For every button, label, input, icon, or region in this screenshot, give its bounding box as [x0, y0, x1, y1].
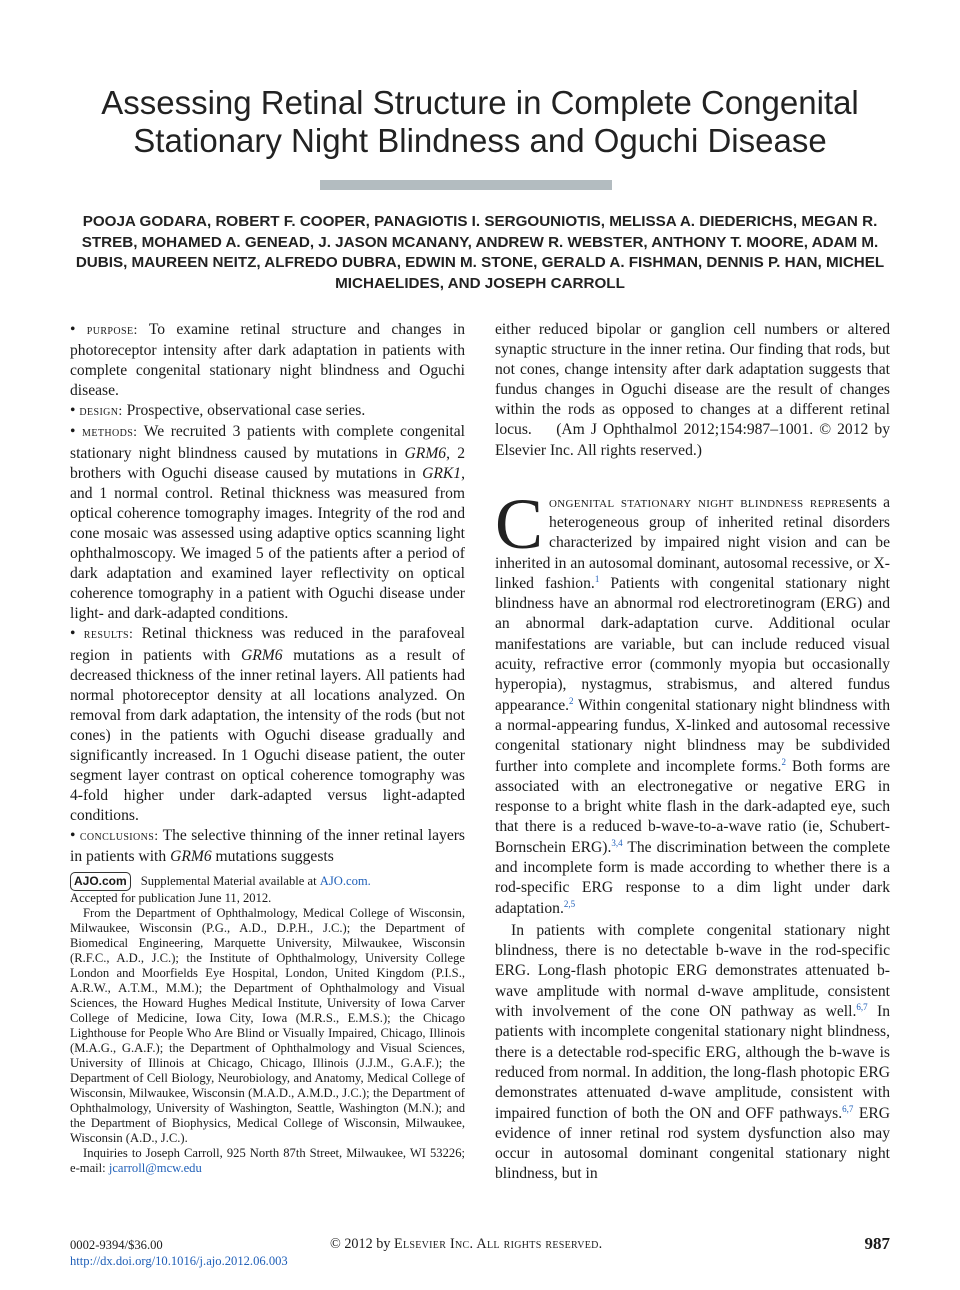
abstract-design: • design: Prospective, observational case series.: [70, 402, 366, 420]
doi-link[interactable]: http://dx.doi.org/10.1016/j.ajo.2012.06.003: [70, 1253, 288, 1268]
body-text: Patients with congenital stationary night blindness have an abnormal rod electroretinogram (ERG) and an abnormal dark-adaptation curve. Additional ocular manifestations are variable, but can include reduced visual acuity, refractive error (commonly myopia but occasionally hyperopia), nystagmus, strabismus, and altered fundus appearance.: [495, 574, 891, 714]
affiliations: From the Department of Ophthalmology, Medical College of Wisconsin, Milwaukee, Wisconsin (P.G., A.D., D.P.H., J.C.); the Department of Biomedical Engineering, Marquette University, Milwaukee, Wisconsin (R.F.C., A.D., J.C.); the Institute of Ophthalmology, University College London and Moorfields Eye Hospital, London, United Kingdom (P.I.S., A.R.W., A.T.M., M.M.); the Department of Ophthalmology and Visual Sciences, the Howard Hughes Medical Institute, University of Iowa Carver College of Medicine, Iowa City, Iowa (M.R.S., E.M.S.); the Chicago Lighthouse for People Who Are Blind or Visually Impaired, Chicago, Illinois (M.A.G., G.A.F.); the Department of Ophthalmology and Visual Sciences, University of Illinois at Chicago, Chicago, Illinois (J.J.M., G.A.F.); the Department of Cell Biology, Neurobiology, and Anatomy, Medical College of Wisconsin, Milwaukee, Wisconsin (M.A.D., A.M.D., J.C.); the Department of Ophthalmology, University of Washington, Seattle, Washington (M.N.); and the Department of Biophysics, Medical College of Wisconsin, Milwaukee, Wisconsin (A.D., J.C.).: [70, 905, 465, 1145]
conclusions-text: mutations suggests: [211, 848, 334, 866]
reference[interactable]: 2: [781, 756, 786, 767]
abstract: [70, 320, 465, 868]
lead-in: ongenital stationary night blindness repre: [549, 493, 846, 511]
title-divider: [320, 180, 612, 190]
conclusions-label: conclusions:: [79, 829, 159, 845]
ajo-logo: AJO.com: [70, 872, 131, 891]
results-label: results:: [83, 627, 134, 643]
body-text: sents a heterogeneous group of inherited retinal disorders characterized by impaired night vision and can be inherited in an autosomal dominant, autosomal recessive, or X-linked fashion.: [495, 493, 890, 592]
abstract-results: • results: Retinal thickness was reduced in the parafoveal region in patients with GRM6 mutations as a result of decreased thickness of the inner retinal layers. All patients had normal photoreceptor density at all locations analyzed. On removal from dark adaptation, the intensity of the rods (but not cones) in the patients with Oguchi disease gradually and significantly increased. In 1 Oguchi disease patient, the outer segment layer contrast on optical coherence tomography was 4-fold higher under dark-adapted versus light-adapted conditions.: [70, 625, 465, 825]
reference[interactable]: 6,7: [842, 1103, 854, 1114]
abstract-continued: [495, 320, 890, 461]
reference[interactable]: 6,7: [856, 1001, 868, 1012]
copyright-text: © 2012 by: [330, 1236, 394, 1252]
footnotes: [70, 891, 465, 1176]
accepted-date: Accepted for publication June 11, 2012.: [70, 890, 272, 905]
abstract-methods: • methods: We recruited 3 patients with complete congenital stationary night blindness caused by mutations in GRM6, 2 brothers with Oguchi disease caused by mutations in GRK1, and 1 normal control. Retinal thickness was measured from optical coherence tomography images. Integrity of the rod and cone mosaic was assessed using adaptive optics scanning light ophthalmoscopy. We imaged 5 of the patients after a period of dark adaptation and examined layer reflectivity on optical coherence tomography in a patient with Oguchi disease under light- and dark-adapted conditions.: [70, 423, 466, 623]
reference[interactable]: 2: [569, 695, 574, 706]
gene-name: GRM6: [170, 848, 212, 866]
reference[interactable]: 1: [594, 573, 600, 584]
right-column: [495, 320, 890, 1185]
gene-name: GRM6: [240, 646, 283, 664]
design-label: design:: [79, 404, 123, 420]
body-text: ERG evidence of inner retinal rod system dysfunction also may occur in autosomal dominant congenital stationary night blindness, but in: [495, 1104, 891, 1183]
issn: 0002-9394/$36.00: [70, 1238, 163, 1252]
gene-name: GRK1: [422, 464, 462, 482]
supplemental-text: Supplemental Material available at: [140, 873, 317, 888]
conclusions-continued: either reduced bipolar or ganglion cell numbers or altered synaptic structure in the inner retina. Our finding that rods, but not cones, change intensity after dark adaptation suggests that fundus changes in Oguchi disease are the result of changes within the rods as opposed to changes at a different retinal locus.: [495, 321, 890, 439]
abstract-conclusions: • conclusions: The selective thinning of the inner retinal layers in patients with GRM6 mutations suggests: [70, 827, 465, 866]
gene-name: GRM6: [404, 444, 447, 462]
abstract-purpose: • purpose: To examine retinal structure and changes in photoreceptor intensity after dark adaptation in patients with complete congenital stationary night blindness and Oguchi disease.: [70, 321, 465, 400]
copyright: [330, 1236, 603, 1253]
email-link[interactable]: jcarroll@mcw.edu: [108, 1160, 202, 1175]
copyright-text: Elsevier Inc. All rights reserved.: [393, 1236, 603, 1252]
supplemental-row: [70, 872, 465, 891]
methods-text: , 2 brothers with Oguchi disease caused by mutations in: [70, 444, 466, 482]
methods-text: , and 1 normal control. Retinal thickness was measured from optical coherence tomography images. Integrity of the rod and cone mosaic was assessed using adaptive optics scanning light ophthalmoscopy. We imaged 5 of the patients after a period of dark adaptation and examined layer reflectivity on optical coherence tomography in a patient with Oguchi disease under light- and dark-adapted conditions.: [70, 464, 465, 623]
intro-paragraph: [495, 483, 891, 919]
purpose-label: purpose:: [86, 323, 138, 338]
methods-text: We recruited 3 patients with complete congenital stationary night blindness caused by mutations in: [70, 423, 466, 462]
supplemental-link[interactable]: AJO.com.: [319, 873, 371, 888]
left-column: [70, 320, 465, 1176]
footer-left: [70, 1238, 288, 1269]
page-number: 987: [864, 1234, 890, 1253]
purpose-text: To examine retinal structure and changes in photoreceptor intensity after dark adaptation in patients with complete congenital stationary night blindness and Oguchi disease.: [70, 321, 465, 400]
author-list: POOJA GODARA, ROBERT F. COOPER, PANAGIOTIS I. SERGOUNIOTIS, MELISSA A. DIEDERICHS, MEGAN R. STREB, MOHAMED A. GENEAD, J. JASON MCANANY, ANDREW R. WEBSTER, ANTHONY T. MOORE, ADAM M. DUBIS, MAUREEN NEITZ, ALFREDO DUBRA, EDWIN M. STONE, GERALD A. FISHMAN, DENNIS P. HAN, MICHEL MICHAELIDES, AND JOSEPH CARROLL: [75, 213, 885, 292]
inquiries-text: Inquiries to Joseph Carroll, 925 North 87th Street, Milwaukee, WI 53226; e-mail:: [70, 1145, 465, 1175]
drop-cap: C: [495, 483, 544, 564]
reference[interactable]: 2,5: [563, 898, 576, 909]
inquiries: [70, 1146, 465, 1176]
body-text: Both forms are associated with an electronegative or negative ERG in response to a bright white flash in the dark-adapted eye, such that there is a reduced b-wave-to-a-wave ratio (ie, Schubert-Bornschein ERG).: [495, 757, 890, 856]
body-text: The discrimination between the complete and incomplete form is made according to whether there is a rod-specific ERG response to a dim light under dark adaptation.: [495, 838, 890, 917]
design-text: Prospective, observational case series.: [126, 402, 366, 420]
results-text: mutations as a result of decreased thickness of the inner retinal layers. All patients had normal photoreceptor density at all locations analyzed. On removal from dark adaptation, the intensity of the rods (but not cones) in the patients with Oguchi disease gradually and significantly increased. In 1 Oguchi disease patient, the outer segment layer contrast on optical coherence tomography was 4-fold higher under dark-adapted versus light-adapted conditions.: [70, 646, 465, 825]
methods-label: methods:: [82, 425, 138, 441]
article-title: Assessing Retinal Structure in Complete Congenital Stationary Night Blindness and Oguchi Disease: [101, 84, 859, 159]
results-text: Retinal thickness was reduced in the parafoveal region in patients with: [70, 625, 465, 664]
body-text: In patients with complete congenital stationary night blindness, there is no detectable b-wave in the rod-specific ERG. Long-flash photopic ERG demonstrates attenuated b-wave amplitude with normal d-wave amplitude, consistent with involvement of the cone ON pathway as well.: [495, 921, 890, 1021]
body-text: Within congenital stationary night blindness with a normal-appearing fundus, X-linked and autosomal recessive congenital stationary night blindness may be subdivided further into complete and incomplete forms.: [495, 696, 890, 775]
citation: (Am J Ophthalmol 2012;154:987–1001. © 2012 by Elsevier Inc. All rights reserved.): [495, 421, 891, 459]
second-paragraph: [495, 921, 890, 1185]
body-text: In patients with incomplete congenital stationary night blindness, there is a detectable rod-specific ERG, although the b-wave is reduced from normal. In addition, the long-flash photopic ERG demonstrates attenuated d-wave amplitude, consistent with impaired function of both the ON and OFF pathways.: [495, 1003, 890, 1122]
reference[interactable]: 3,4: [611, 837, 623, 848]
conclusions-text: The selective thinning of the inner retinal layers in patients with: [70, 827, 465, 866]
